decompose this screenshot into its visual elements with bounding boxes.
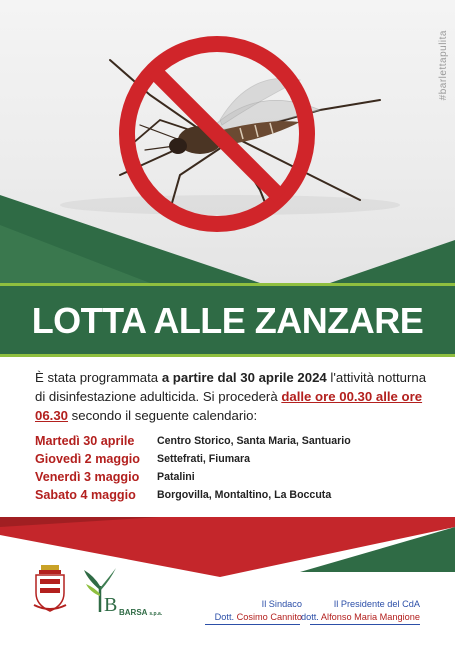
signature-role: Il Presidente del CdA [333, 599, 420, 609]
schedule-areas: Patalini [157, 471, 195, 483]
schedule-areas: Borgovilla, Montaltino, La Boccuta [157, 489, 332, 501]
intro-hours: dalle ore 00.30 alle ore 06.30 [35, 389, 423, 423]
schedule-row [35, 488, 435, 506]
signature-mayor [190, 598, 302, 624]
schedule-areas: Centro Storico, Santa Maria, Santuario [157, 435, 351, 447]
schedule-day: Giovedì 2 maggio [35, 452, 140, 466]
schedule-row [35, 434, 435, 452]
signature-name: dott. Alfonso Maria Mangione [300, 612, 420, 622]
barsa-logo-icon [80, 566, 120, 614]
intro-part-3: l'attività notturna di disinfestazione adulticida. Si procederà [35, 370, 427, 404]
title-banner [0, 283, 455, 357]
intro-date: a partire dal 30 aprile 2024 [161, 370, 327, 385]
signature-role: Il Sindaco [261, 599, 302, 609]
city-crest-icon [32, 565, 68, 613]
svg-text:B: B [104, 594, 118, 614]
decorative-band-top [0, 195, 455, 285]
signature-line [205, 624, 300, 625]
decorative-band-bottom [0, 517, 455, 577]
page-title: LOTTA ALLE ZANZARE [31, 300, 424, 341]
intro-part-5: secondo il seguente calendario: [68, 408, 258, 423]
schedule-row [35, 470, 435, 488]
hashtag: #barlettapulita [438, 30, 449, 101]
schedule-areas: Settefrati, Fiumara [157, 453, 251, 465]
signature-line [310, 624, 420, 625]
schedule-day: Sabato 4 maggio [35, 488, 136, 502]
intro-text [35, 368, 430, 425]
intro-part-1: È stata programmata [35, 370, 162, 385]
barsa-label: BARSA s.p.a. [119, 608, 163, 617]
schedule-day: Venerdì 3 maggio [35, 470, 140, 484]
signature-name: Dott. Cosimo Cannito [214, 612, 302, 622]
schedule-row [35, 452, 435, 470]
signature-president [300, 598, 420, 624]
schedule-list [35, 434, 435, 506]
schedule-day: Martedì 30 aprile [35, 434, 135, 448]
